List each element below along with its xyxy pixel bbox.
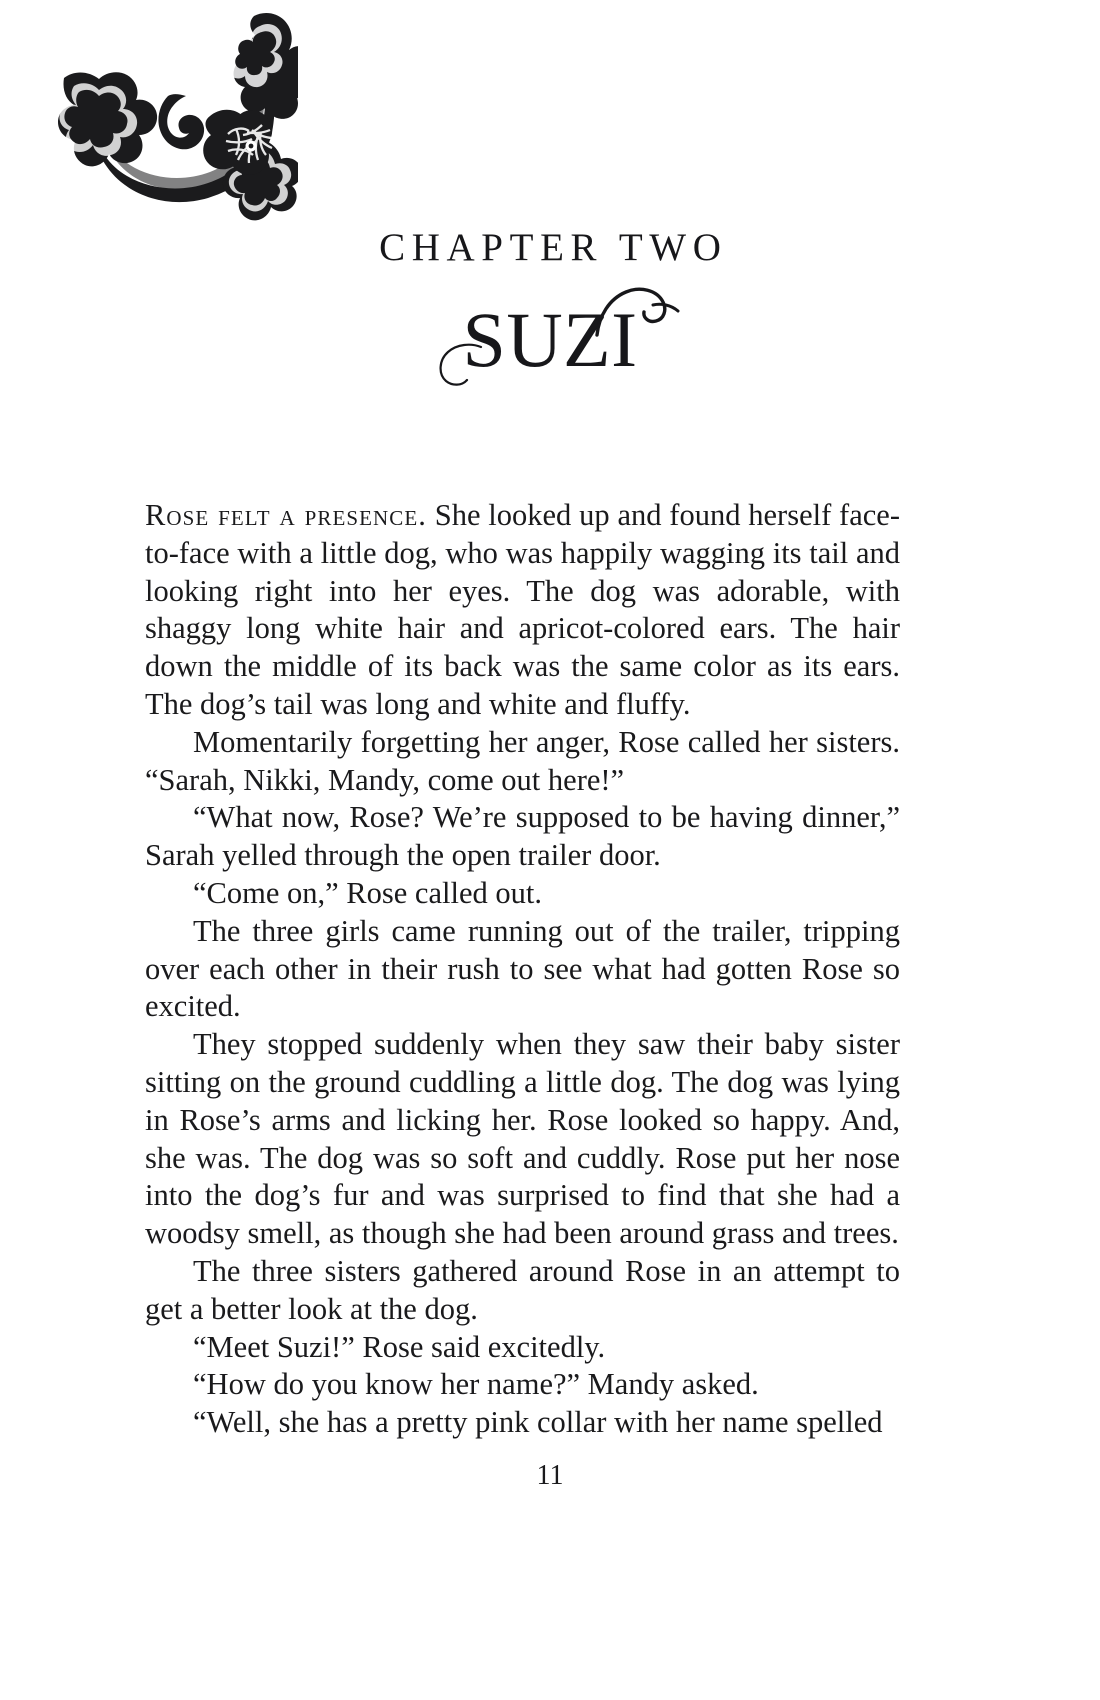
paragraph: “Meet Suzi!” Rose said excitedly. (193, 1329, 606, 1364)
paragraph: They stopped suddenly when they saw their baby sister sitting on the ground cuddling a little dog. The dog was lying in Rose’s arms and licking her. Rose looked so happy. And, she was. The dog was so soft and cuddly. Rose put her nose into the dog’s fur and was surprised to find that she had a woodsy smell, as though she had been around grass and trees. (145, 1027, 900, 1251)
paragraph: Momentarily forgetting her anger, Rose called her sisters. “Sarah, Nikki, Mandy, come out here!” (145, 724, 900, 797)
paragraph: “Come on,” Rose called out. (193, 875, 542, 910)
paragraph-opening (145, 497, 900, 724)
paragraph-text: She looked up and found herself face-to-face with a little dog, who was happily wagging its tail and looking right into her eyes. The dog was adorable, with shaggy long white hair and apricot-colored ears. The hair down the middle of its back was the same color as its ears. The dog’s tail was long and white and fluffy. (145, 498, 900, 721)
chapter-heading (0, 228, 1100, 397)
paragraph: “How do you know her name?” Mandy asked. (193, 1367, 759, 1402)
paragraph: “What now, Rose? We’re supposed to be having dinner,” Sarah yelled through the open trailer door. (145, 800, 900, 873)
floral-scroll-ornament-icon (48, 8, 298, 223)
opening-smallcaps: Rose felt a presence. (145, 498, 427, 532)
paragraph: The three girls came running out of the trailer, tripping over each other in their rush to see what had gotten Rose so excited. (145, 913, 900, 1024)
paragraph-continued: “Well, she has a pretty pink collar with her name spelled (193, 1405, 883, 1440)
page-number: 11 (536, 1460, 564, 1491)
chapter-title-text: SUZI (462, 296, 638, 383)
chapter-title-wrap (0, 296, 1100, 397)
body-text-column (145, 497, 900, 1442)
chapter-title (462, 296, 638, 383)
chapter-label: CHAPTER TWO (379, 226, 728, 269)
paragraph: The three sisters gathered around Rose in an attempt to get a better look at the dog. (145, 1253, 900, 1326)
